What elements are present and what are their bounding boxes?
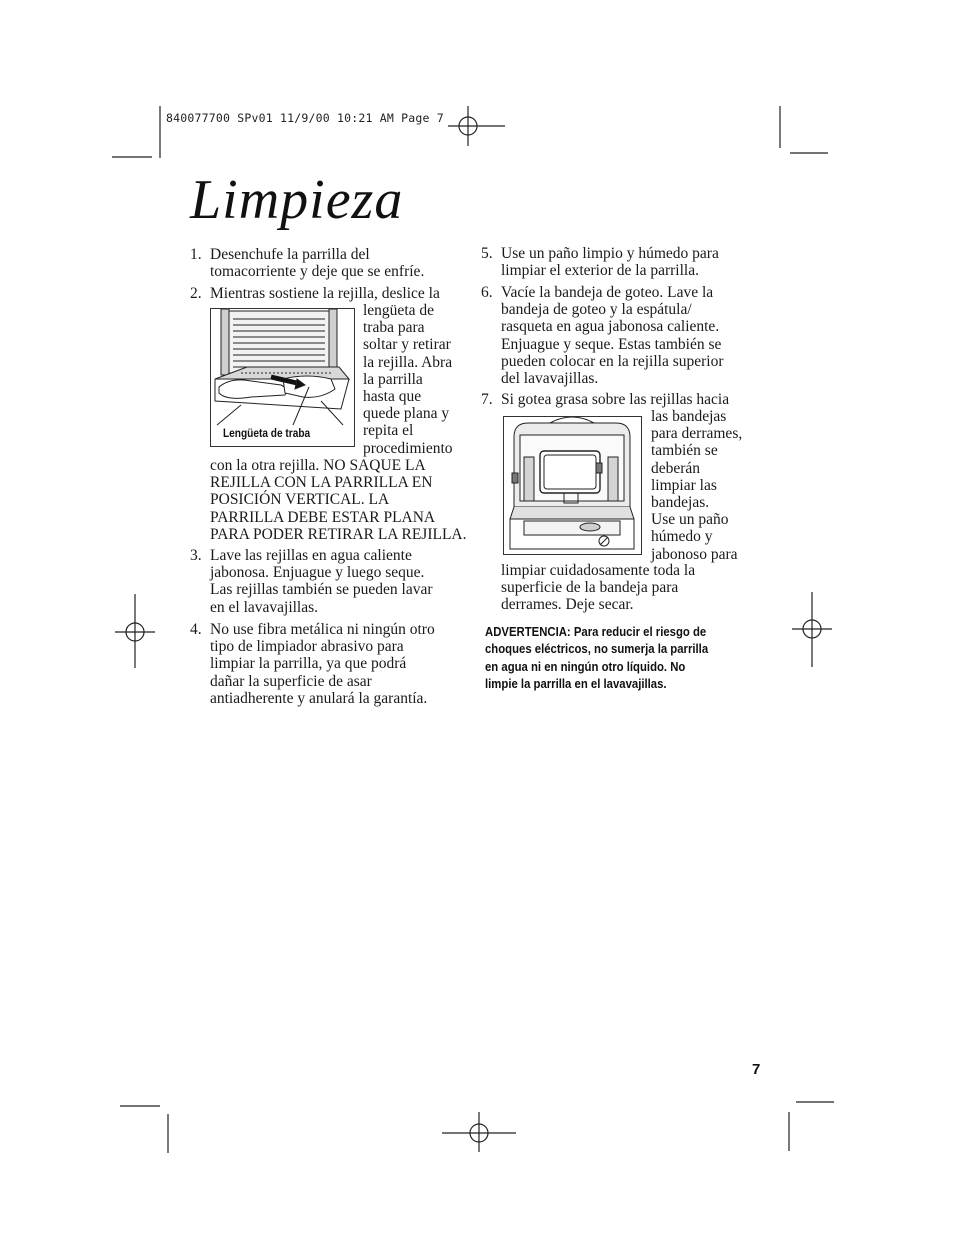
- list-item-number: 2.: [190, 285, 202, 302]
- figure-grill-drip-trays: [503, 416, 642, 555]
- list-item-number: 4.: [190, 621, 202, 638]
- list-item-2-continued: con la otra rejilla. NO SAQUE LA REJILLA CON LA PARRILLA EN POSICIÓN VERTICAL. LA PARRILLA DEBE ESTAR PLANA PARA PODER RETIRAR LA REJILLA.: [210, 457, 467, 543]
- list-item-number: 5.: [481, 245, 493, 262]
- list-item-number: 3.: [190, 547, 202, 564]
- list-item-2-wrapped-text: lengüeta de traba para soltar y retirar la rejilla. Abra la parrilla hasta que quede plana y repita el procedimiento: [363, 302, 453, 457]
- list-item-number: 6.: [481, 284, 493, 301]
- list-item-number: 7.: [481, 391, 493, 408]
- list-item-number: 1.: [190, 246, 202, 263]
- grill-drip-tray-illustration: [504, 417, 641, 554]
- grill-latch-illustration: [211, 309, 354, 446]
- list-item-7-continued: limpiar cuidadosamente toda la superficie de la bandeja para derrames. Deje secar.: [501, 562, 696, 614]
- figure-grill-latch: [210, 308, 355, 447]
- print-slug-header: 840077700 SPv01 11/9/00 10:21 AM Page 7: [166, 111, 444, 125]
- page-title: Limpieza: [190, 169, 404, 231]
- warning-notice: ADVERTENCIA: Para reducir el riesgo de choques eléctricos, no sumerja la parrilla en agua ni en ningún otro líquido. No limpie la parrilla en el lavavajillas.: [485, 624, 709, 692]
- list-item-7-wrapped-text: las bandejas para derrames, también se deberán limpiar las bandejas. Use un paño húmedo y jabonoso para: [651, 408, 743, 563]
- page-number: 7: [752, 1061, 761, 1078]
- figure-caption-latch: Lengüeta de traba: [223, 428, 311, 440]
